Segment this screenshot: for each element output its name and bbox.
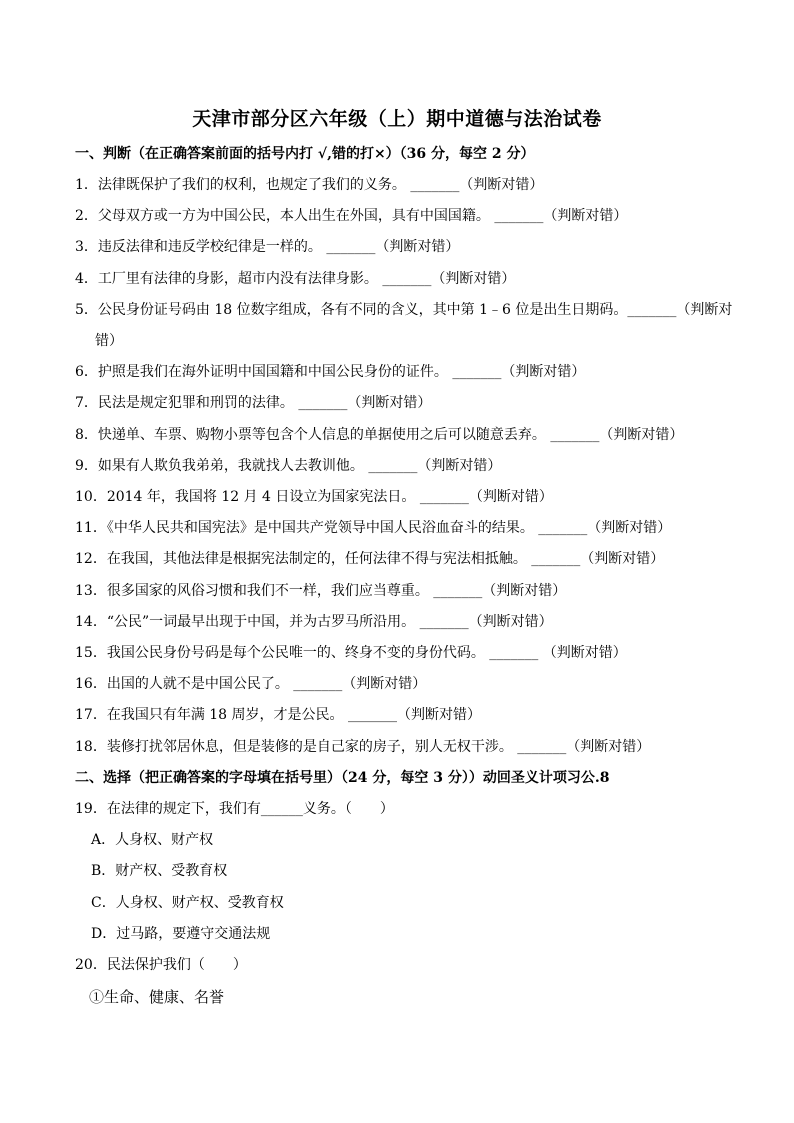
question-11: 11．《中华人民共和国宪法》是中国共产党领导中国人民浴血奋斗的结果。 _______（判断对错） <box>75 520 672 536</box>
question-16: 16．出国的人就不是中国公民了。 _______（判断对错） <box>75 676 427 692</box>
question-15: 15．我国公民身份号码是每个公民唯一的、终身不变的身份代码。 _______ （判断对错） <box>75 645 627 661</box>
question-18: 18．装修打扰邻居休息，但是装修的是自己家的房子，别人无权干涉。 _______（判断对错） <box>75 739 651 755</box>
question-1: 1．法律既保护了我们的权利，也规定了我们的义务。 _______（判断对错） <box>75 177 544 193</box>
question-20-item-1: ①生命、健康、名誉 <box>89 988 225 1006</box>
question-20: 20．民法保护我们（ ） <box>75 957 247 973</box>
page-title: 天津市部分区六年级（上）期中道德与法治试卷 <box>192 108 602 130</box>
question-7: 7．民法是规定犯罪和刑罚的法律。 _______（判断对错） <box>75 395 432 411</box>
question-8: 8．快递单、车票、购物小票等包含个人信息的单据使用之后可以随意丢弃。 _______（判断对错） <box>75 427 684 443</box>
question-19-option-b: B．财产权、受教育权 <box>91 863 228 879</box>
question-3: 3．违反法律和违反学校纪律是一样的。 _______（判断对错） <box>75 239 460 255</box>
section-2-header: 二、选择（把正确答案的字母填在括号里）（24 分，每空 3 分））动回圣义计项习公.8 <box>75 770 610 786</box>
question-9: 9．如果有人欺负我弟弟，我就找人去教训他。 _______（判断对错） <box>75 458 502 474</box>
question-10: 10．2014 年，我国将 12 月 4 日设立为国家宪法日。 _______（判断对错） <box>75 489 553 505</box>
question-5: 5．公民身份证号码由 18 位数字组成，各有不同的含义，其中第 1﹣6 位是出生日期码。_______（判断对 <box>75 302 733 318</box>
question-12: 12．在我国，其他法律是根据宪法制定的，任何法律不得与宪法相抵触。 _______（判断对错） <box>75 551 665 567</box>
question-2: 2．父母双方或一方为中国公民，本人出生在外国，具有中国国籍。 _______（判断对错） <box>75 208 628 224</box>
question-19-option-c: C．人身权、财产权、受教育权 <box>91 895 284 911</box>
question-19-option-a: A．人身权、财产权 <box>91 832 214 848</box>
question-4: 4．工厂里有法律的身影，超市内没有法律身影。 _______（判断对错） <box>75 271 516 287</box>
question-14: 14．“公民”一词最早出现于中国，并为古罗马所沿用。 _______（判断对错） <box>75 614 553 630</box>
section-1-header: 一、判断（在正确答案前面的括号内打 √,错的打×）（36 分，每空 2 分） <box>75 146 535 162</box>
question-19-option-d: D．过马路，要遵守交通法规 <box>91 926 271 942</box>
question-13: 13．很多国家的风俗习惯和我们不一样，我们应当尊重。 _______（判断对错） <box>75 583 567 599</box>
question-6: 6．护照是我们在海外证明中国国籍和中国公民身份的证件。 _______（判断对错） <box>75 364 586 380</box>
question-5-continued: 错） <box>95 333 123 349</box>
question-19: 19．在法律的规定下，我们有______义务。（ ） <box>75 801 394 817</box>
question-17: 17．在我国只有年满 18 周岁，才是公民。 _______（判断对错） <box>75 707 481 723</box>
